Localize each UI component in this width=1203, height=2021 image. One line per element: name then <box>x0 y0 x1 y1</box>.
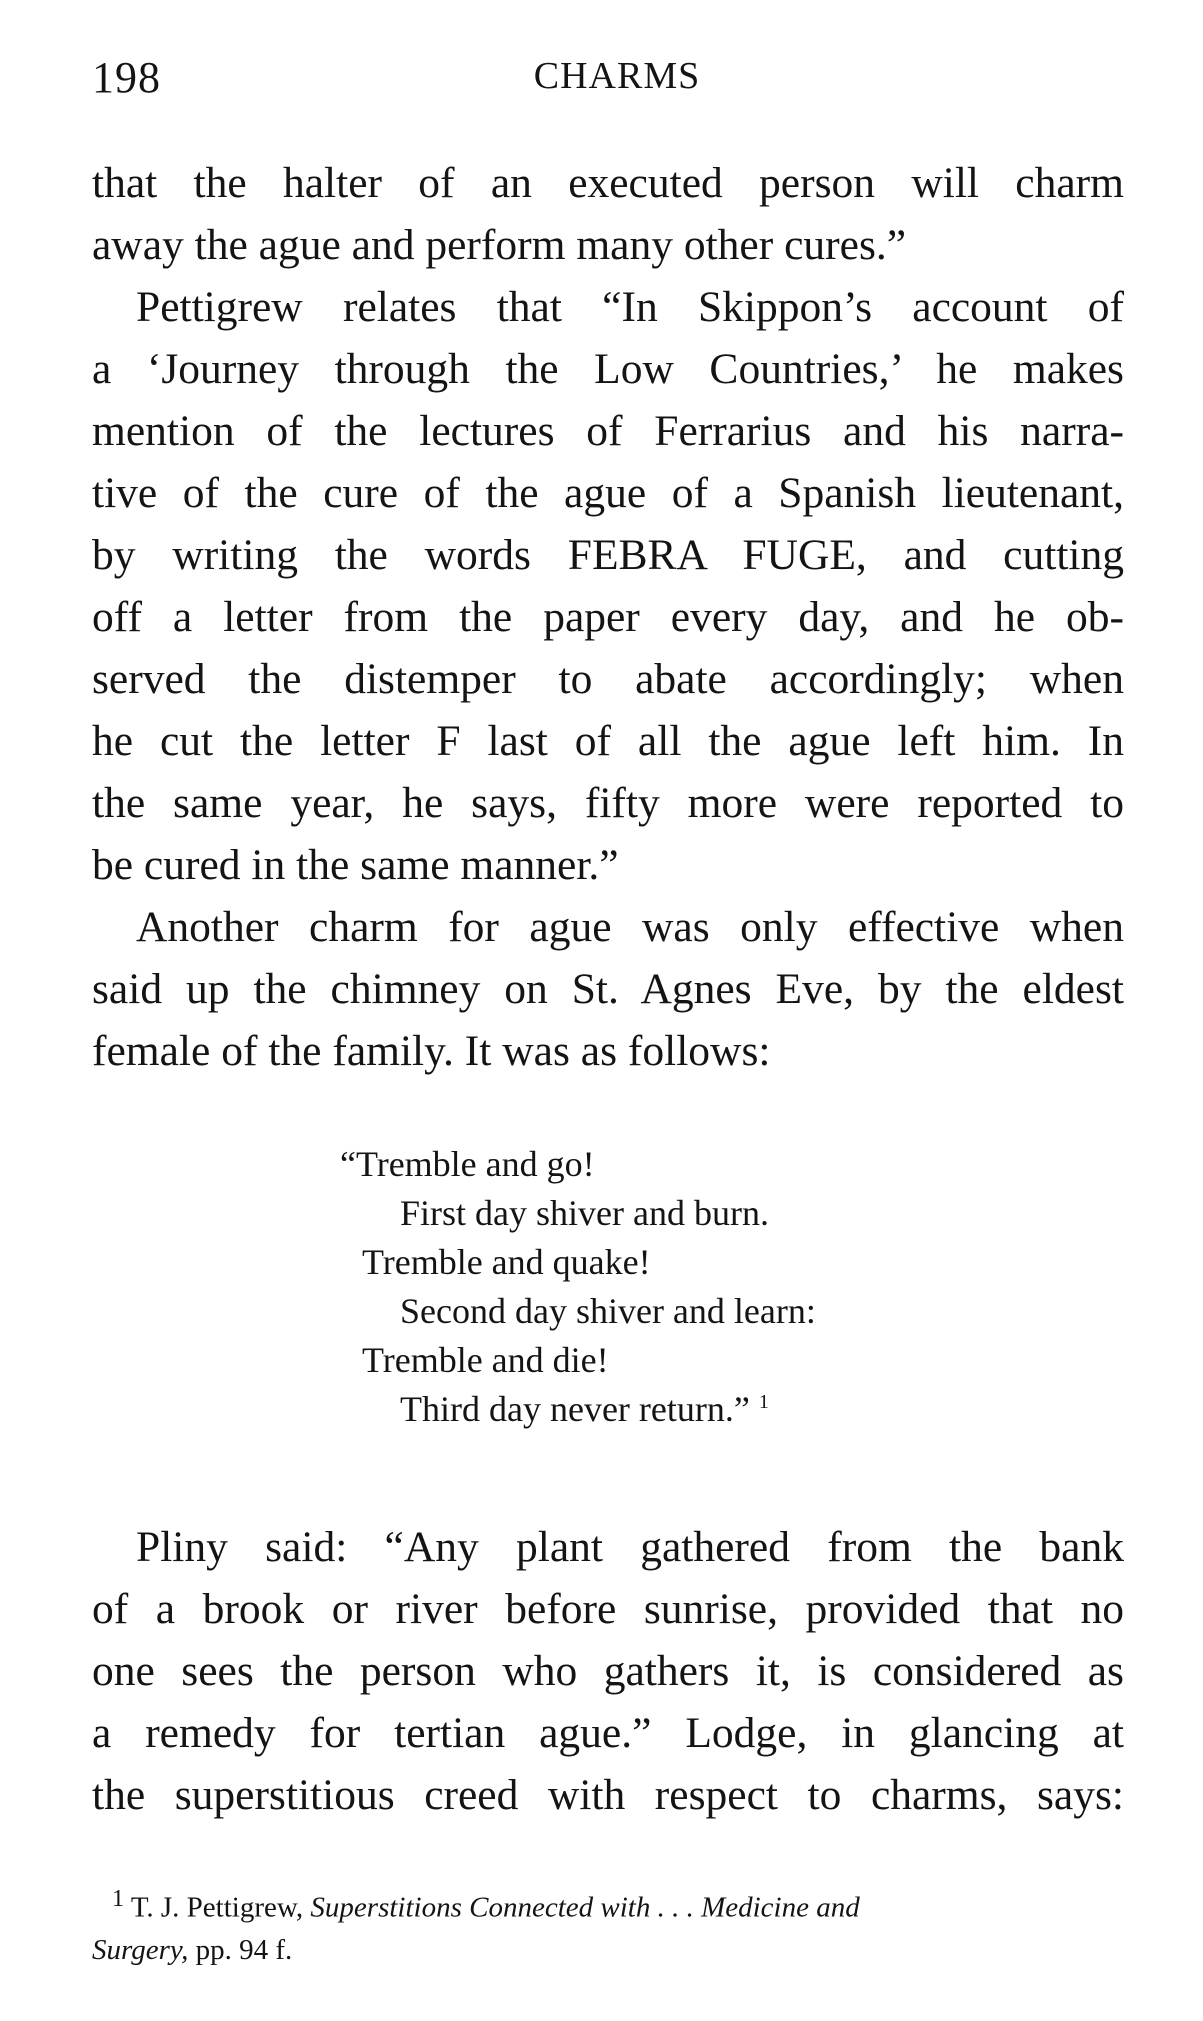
verse-line: Tremble and quake! <box>362 1242 651 1282</box>
page-number: 198 <box>92 53 161 102</box>
text-line: said up the chimney on St. Agnes Eve, by the eldest <box>92 965 1124 1013</box>
verse-line: First day shiver and burn. <box>400 1193 769 1233</box>
verse-line: “Tremble and go! <box>340 1144 595 1184</box>
text-block-lower <box>92 1516 1124 1826</box>
text-line: Another charm for ague was only effective when <box>136 903 1124 951</box>
text-line: by writing the words FEBRA FUGE, and cutting <box>92 531 1124 579</box>
text-line: the same year, he says, fifty more were reported to <box>92 779 1124 827</box>
text-line: a ‘Journey through the Low Countries,’ he makes <box>92 345 1124 393</box>
footnote-pages: pp. 94 f. <box>195 1933 293 1966</box>
text-line: the superstitious creed with respect to charms, says: <box>92 1771 1124 1819</box>
text-line: of a brook or river before sunrise, provided that no <box>92 1585 1124 1633</box>
footnote-author: T. J. Pettigrew, <box>130 1891 304 1924</box>
paragraph-pettigrew <box>92 276 1124 896</box>
paragraph-continuation <box>92 152 1124 276</box>
running-head <box>92 52 1122 112</box>
footnote-title-cont: Surgery, <box>92 1933 189 1966</box>
verse-line: Second day shiver and learn: <box>400 1291 816 1331</box>
footnote <box>92 1878 1122 1971</box>
footnote-title: Superstitions Connected with . . . Medicine and <box>310 1891 860 1924</box>
footnote-marker: 1 <box>112 1885 125 1912</box>
paragraph-agnes-eve <box>92 896 1124 1082</box>
text-line: be cured in the same manner.” <box>92 841 619 889</box>
text-line: served the distemper to abate accordingly; when <box>92 655 1124 703</box>
footnote-line <box>92 1878 1122 1929</box>
text-line: Pettigrew relates that “In Skippon’s account of <box>136 283 1124 331</box>
paragraph-pliny <box>92 1516 1124 1826</box>
text-line: he cut the letter F last of all the ague left him. In <box>92 717 1124 765</box>
text-line: mention of the lectures of Ferrarius and his narra- <box>92 407 1124 455</box>
footnote-reference: 1 <box>758 1391 769 1413</box>
text-line: tive of the cure of the ague of a Spanish lieutenant, <box>92 469 1124 517</box>
text-line: off a letter from the paper every day, and he ob- <box>92 593 1124 641</box>
text-line: female of the family. It was as follows: <box>92 1027 771 1075</box>
text-line: away the ague and perform many other cures.” <box>92 221 907 269</box>
text-line: that the halter of an executed person will charm <box>92 159 1124 207</box>
verse-line <box>340 1385 816 1434</box>
text-line: one sees the person who gathers it, is considered as <box>92 1647 1124 1695</box>
verse-line: Tremble and die! <box>362 1340 609 1380</box>
verse-line-text: Third day never return.” <box>400 1389 750 1429</box>
text-block-upper <box>92 152 1124 1082</box>
text-line: a remedy for tertian ague.” Lodge, in glancing at <box>92 1709 1124 1757</box>
footnote-line <box>92 1929 1122 1971</box>
running-title: CHARMS <box>533 55 701 97</box>
charm-verse <box>340 1140 816 1434</box>
text-line: Pliny said: “Any plant gathered from the bank <box>136 1523 1124 1571</box>
